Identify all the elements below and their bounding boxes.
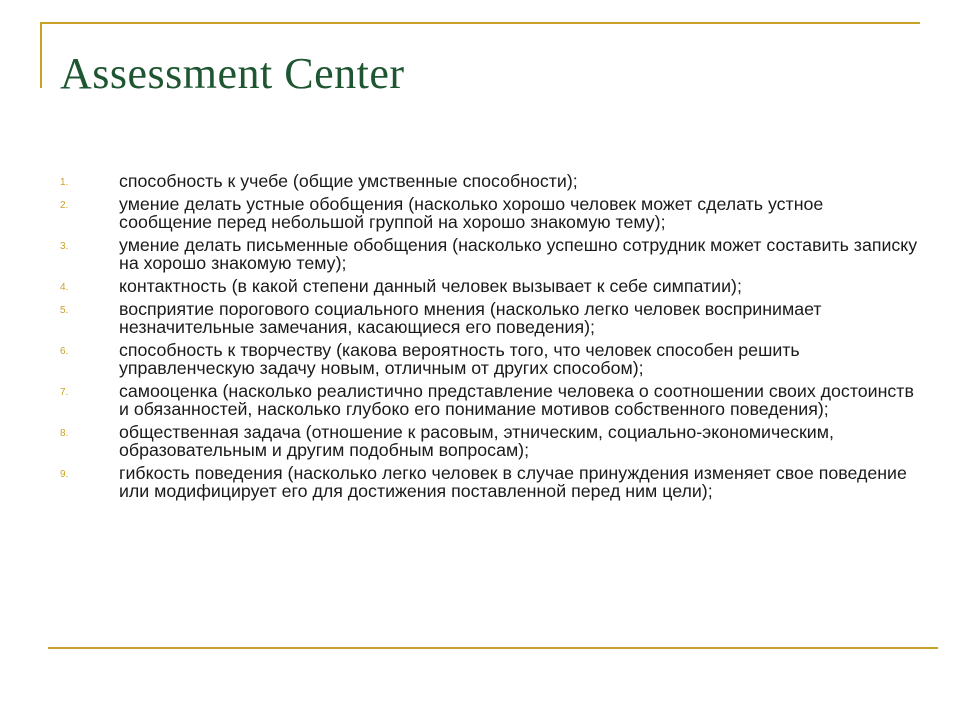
list-item-number: 8. (60, 428, 69, 439)
list-item-number: 1. (60, 177, 69, 188)
list-item-text: гибкость поведения (насколько легко человек в случае принуждения изменяет свое поведение или модифицирует его для достижения поставленной перед ним цели); (119, 463, 907, 501)
list-item (60, 464, 920, 500)
list-item-text: способность к учебе (общие умственные способности); (119, 171, 578, 191)
list-item-number: 3. (60, 241, 69, 252)
list-item (60, 300, 920, 336)
list-item (60, 341, 920, 377)
list-item (60, 195, 920, 231)
decorative-top-rule (40, 22, 920, 24)
decorative-vertical-rule (40, 22, 42, 88)
list-item-number: 2. (60, 200, 69, 211)
list-item-number: 9. (60, 469, 69, 480)
list-item-text: контактность (в какой степени данный человек вызывает к себе симпатии); (119, 276, 742, 296)
decorative-bottom-rule (48, 647, 938, 649)
list-item-text: умение делать письменные обобщения (насколько успешно сотрудник может составить записку на хорошо знакомую тему); (119, 235, 918, 273)
list-item-text: способность к творчеству (какова вероятность того, что человек способен решить управленческую задачу новым, отличным от других способом); (119, 340, 800, 378)
list-item-number: 5. (60, 305, 69, 316)
list-item-number: 6. (60, 346, 69, 357)
list-item (60, 172, 920, 190)
slide-title: Assessment Center (60, 49, 405, 98)
list-item-text: умение делать устные обобщения (насколько хорошо человек может сделать устное сообщение перед небольшой группой на хорошо знакомую тему); (119, 194, 824, 232)
list-item (60, 382, 920, 418)
criteria-list (60, 172, 920, 505)
list-item-number: 4. (60, 282, 69, 293)
list-item-text: восприятие порогового социального мнения (насколько легко человек воспринимает незначительные замечания, касающиеся его поведения); (119, 299, 822, 337)
list-item-text: общественная задача (отношение к расовым, этническим, социально-экономическим, образовательным и другим подобным вопросам); (119, 422, 834, 460)
list-item (60, 277, 920, 295)
list-item (60, 236, 920, 272)
list-item-number: 7. (60, 387, 69, 398)
list-item-text: самооценка (насколько реалистично представление человека о соотношении своих достоинств и обязанностей, насколько глубоко его понимание мотивов собственного поведения); (119, 381, 914, 419)
list-item (60, 423, 920, 459)
